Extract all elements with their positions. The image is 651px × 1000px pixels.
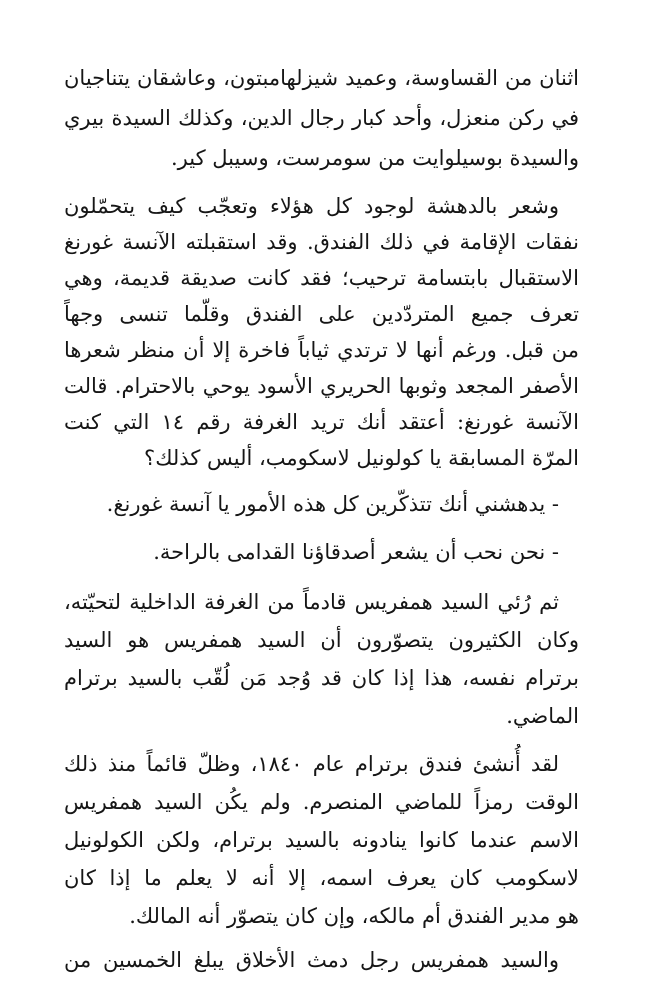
paragraph-7-line-1: والسيد همفريس رجل دمث الأخلاق يبلغ الخمسين من (64, 948, 559, 972)
paragraph-6-line-4: لاسكومب كان يعرف اسمه، إلا أنه لا يعلم ما إذا كان (64, 866, 579, 890)
paragraph-2-line-2: نفقات الإقامة في ذلك الفندق. وقد استقبلته الآنسة غورنغ (64, 230, 579, 254)
paragraph-2-line-4: تعرف جميع المتردّدين على الفندق وقلّما تنسى وجهاً (64, 302, 579, 326)
paragraph-2-line-1: وشعر بالدهشة لوجود كل هؤلاء وتعجّب كيف يتحمّلون (64, 194, 559, 218)
paragraph-2-line-5: من قبل. ورغم أنها لا ترتدي ثياباً فاخرة إلا أن منظر شعرها (64, 338, 579, 362)
paragraph-1-line-2: في ركن منعزل، وأحد كبار رجال الدين، وكذلك السيدة بيري (64, 106, 579, 130)
paragraph-1-line-1: اثنان من القساوسة، وعميد شيزلهامبتون، وعاشقان يتناجيان (64, 66, 579, 90)
paragraph-2-line-7: الآنسة غورنغ: أعتقد أنك تريد الغرفة رقم ١٤ التي كنت (64, 410, 579, 434)
paragraph-5-line-1: ثم رُئي السيد همفريس قادماً من الغرفة الداخلية لتحيّته، (64, 590, 559, 614)
paragraph-6-line-5: هو مدير الفندق أم مالكه، وإن كان يتصوّر أنه المالك. (129, 904, 579, 928)
paragraph-5-line-4: الماضي. (506, 704, 579, 728)
paragraph-6-line-2: الوقت رمزاً للماضي المنصرم. ولم يكُن السيد همفريس (64, 790, 579, 814)
paragraph-5-line-3: برترام نفسه، هذا إذا كان قد وُجد مَن لُقّب بالسيد برترام (64, 666, 579, 690)
paragraph-5-line-2: وكان الكثيرون يتصوّرون أن السيد همفريس هو السيد (64, 628, 579, 652)
paragraph-2-line-8: المرّة المسابقة يا كولونيل لاسكومب، أليس كذلك؟ (144, 446, 579, 470)
paragraph-1-line-3: والسيدة بوسيلوايت من سومرست، وسيبل كير. (171, 146, 579, 170)
paragraph-2-line-3: الاستقبال بابتسامة ترحيب؛ فقد كانت صديقة قديمة، وهي (64, 266, 579, 290)
paragraph-6-line-3: الاسم عندما كانوا ينادونه بالسيد برترام، ولكن الكولونيل (64, 828, 579, 852)
dialogue-line-2: - نحن نحب أن يشعر أصدقاؤنا القدامى بالراحة. (153, 540, 559, 564)
dialogue-line-1: - يدهشني أنك تتذكّرين كل هذه الأمور يا آنسة غورنغ. (106, 492, 559, 516)
paragraph-2-line-6: الأصفر المجعد وثوبها الحريري الأسود يوحي بالاحترام. قالت (64, 374, 579, 398)
paragraph-6-line-1: لقد أُنشئ فندق برترام عام ١٨٤٠، وظلّ قائماً منذ ذلك (64, 752, 559, 776)
